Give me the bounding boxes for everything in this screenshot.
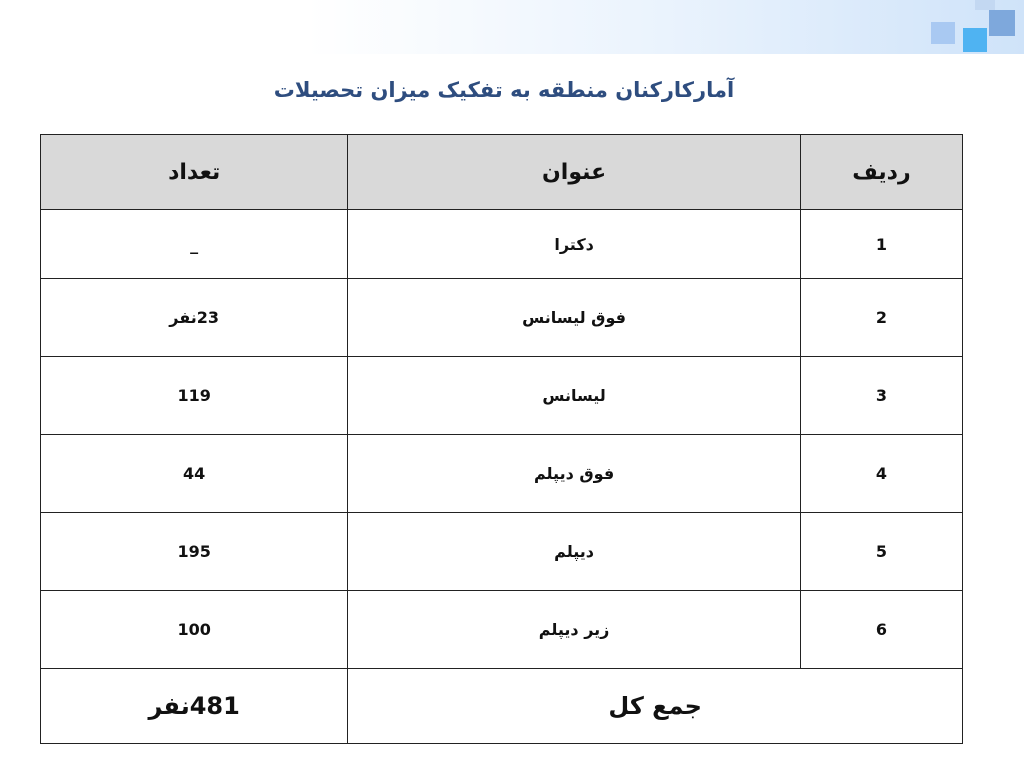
cell-row-number: 3	[800, 357, 962, 435]
cell-title: دکترا	[348, 210, 800, 279]
table-total-row	[41, 669, 963, 744]
cell-count: 195	[41, 513, 348, 591]
cell-row-number: 4	[800, 435, 962, 513]
total-label: جمع کل	[348, 669, 963, 744]
header-count: تعداد	[41, 135, 348, 210]
cell-count: 23نفر	[41, 279, 348, 357]
decorative-square	[989, 10, 1015, 36]
table-row	[41, 435, 963, 513]
header-row-number: ردیف	[800, 135, 962, 210]
decorative-square	[931, 22, 955, 44]
cell-row-number: 6	[800, 591, 962, 669]
decorative-square	[963, 28, 987, 52]
cell-count: 119	[41, 357, 348, 435]
total-value: 481نفر	[41, 669, 348, 744]
decorative-square	[975, 0, 995, 10]
table-row	[41, 591, 963, 669]
header-title: عنوان	[348, 135, 800, 210]
cell-row-number: 2	[800, 279, 962, 357]
cell-title: زیر دیپلم	[348, 591, 800, 669]
table-row	[41, 513, 963, 591]
table-header-row	[41, 135, 963, 210]
cell-title: فوق لیسانس	[348, 279, 800, 357]
cell-count: 100	[41, 591, 348, 669]
table-row	[41, 210, 963, 279]
cell-title: دیپلم	[348, 513, 800, 591]
cell-title: لیسانس	[348, 357, 800, 435]
header-gradient-band	[0, 0, 1024, 54]
cell-count: _	[41, 210, 348, 279]
cell-title: فوق دیپلم	[348, 435, 800, 513]
education-stats-table	[40, 134, 963, 744]
cell-count: 44	[41, 435, 348, 513]
cell-row-number: 1	[800, 210, 962, 279]
slide-title: آمارکارکنان منطقه به تفکیک میزان تحصیلات	[273, 78, 735, 102]
cell-row-number: 5	[800, 513, 962, 591]
table-row	[41, 279, 963, 357]
table-row	[41, 357, 963, 435]
